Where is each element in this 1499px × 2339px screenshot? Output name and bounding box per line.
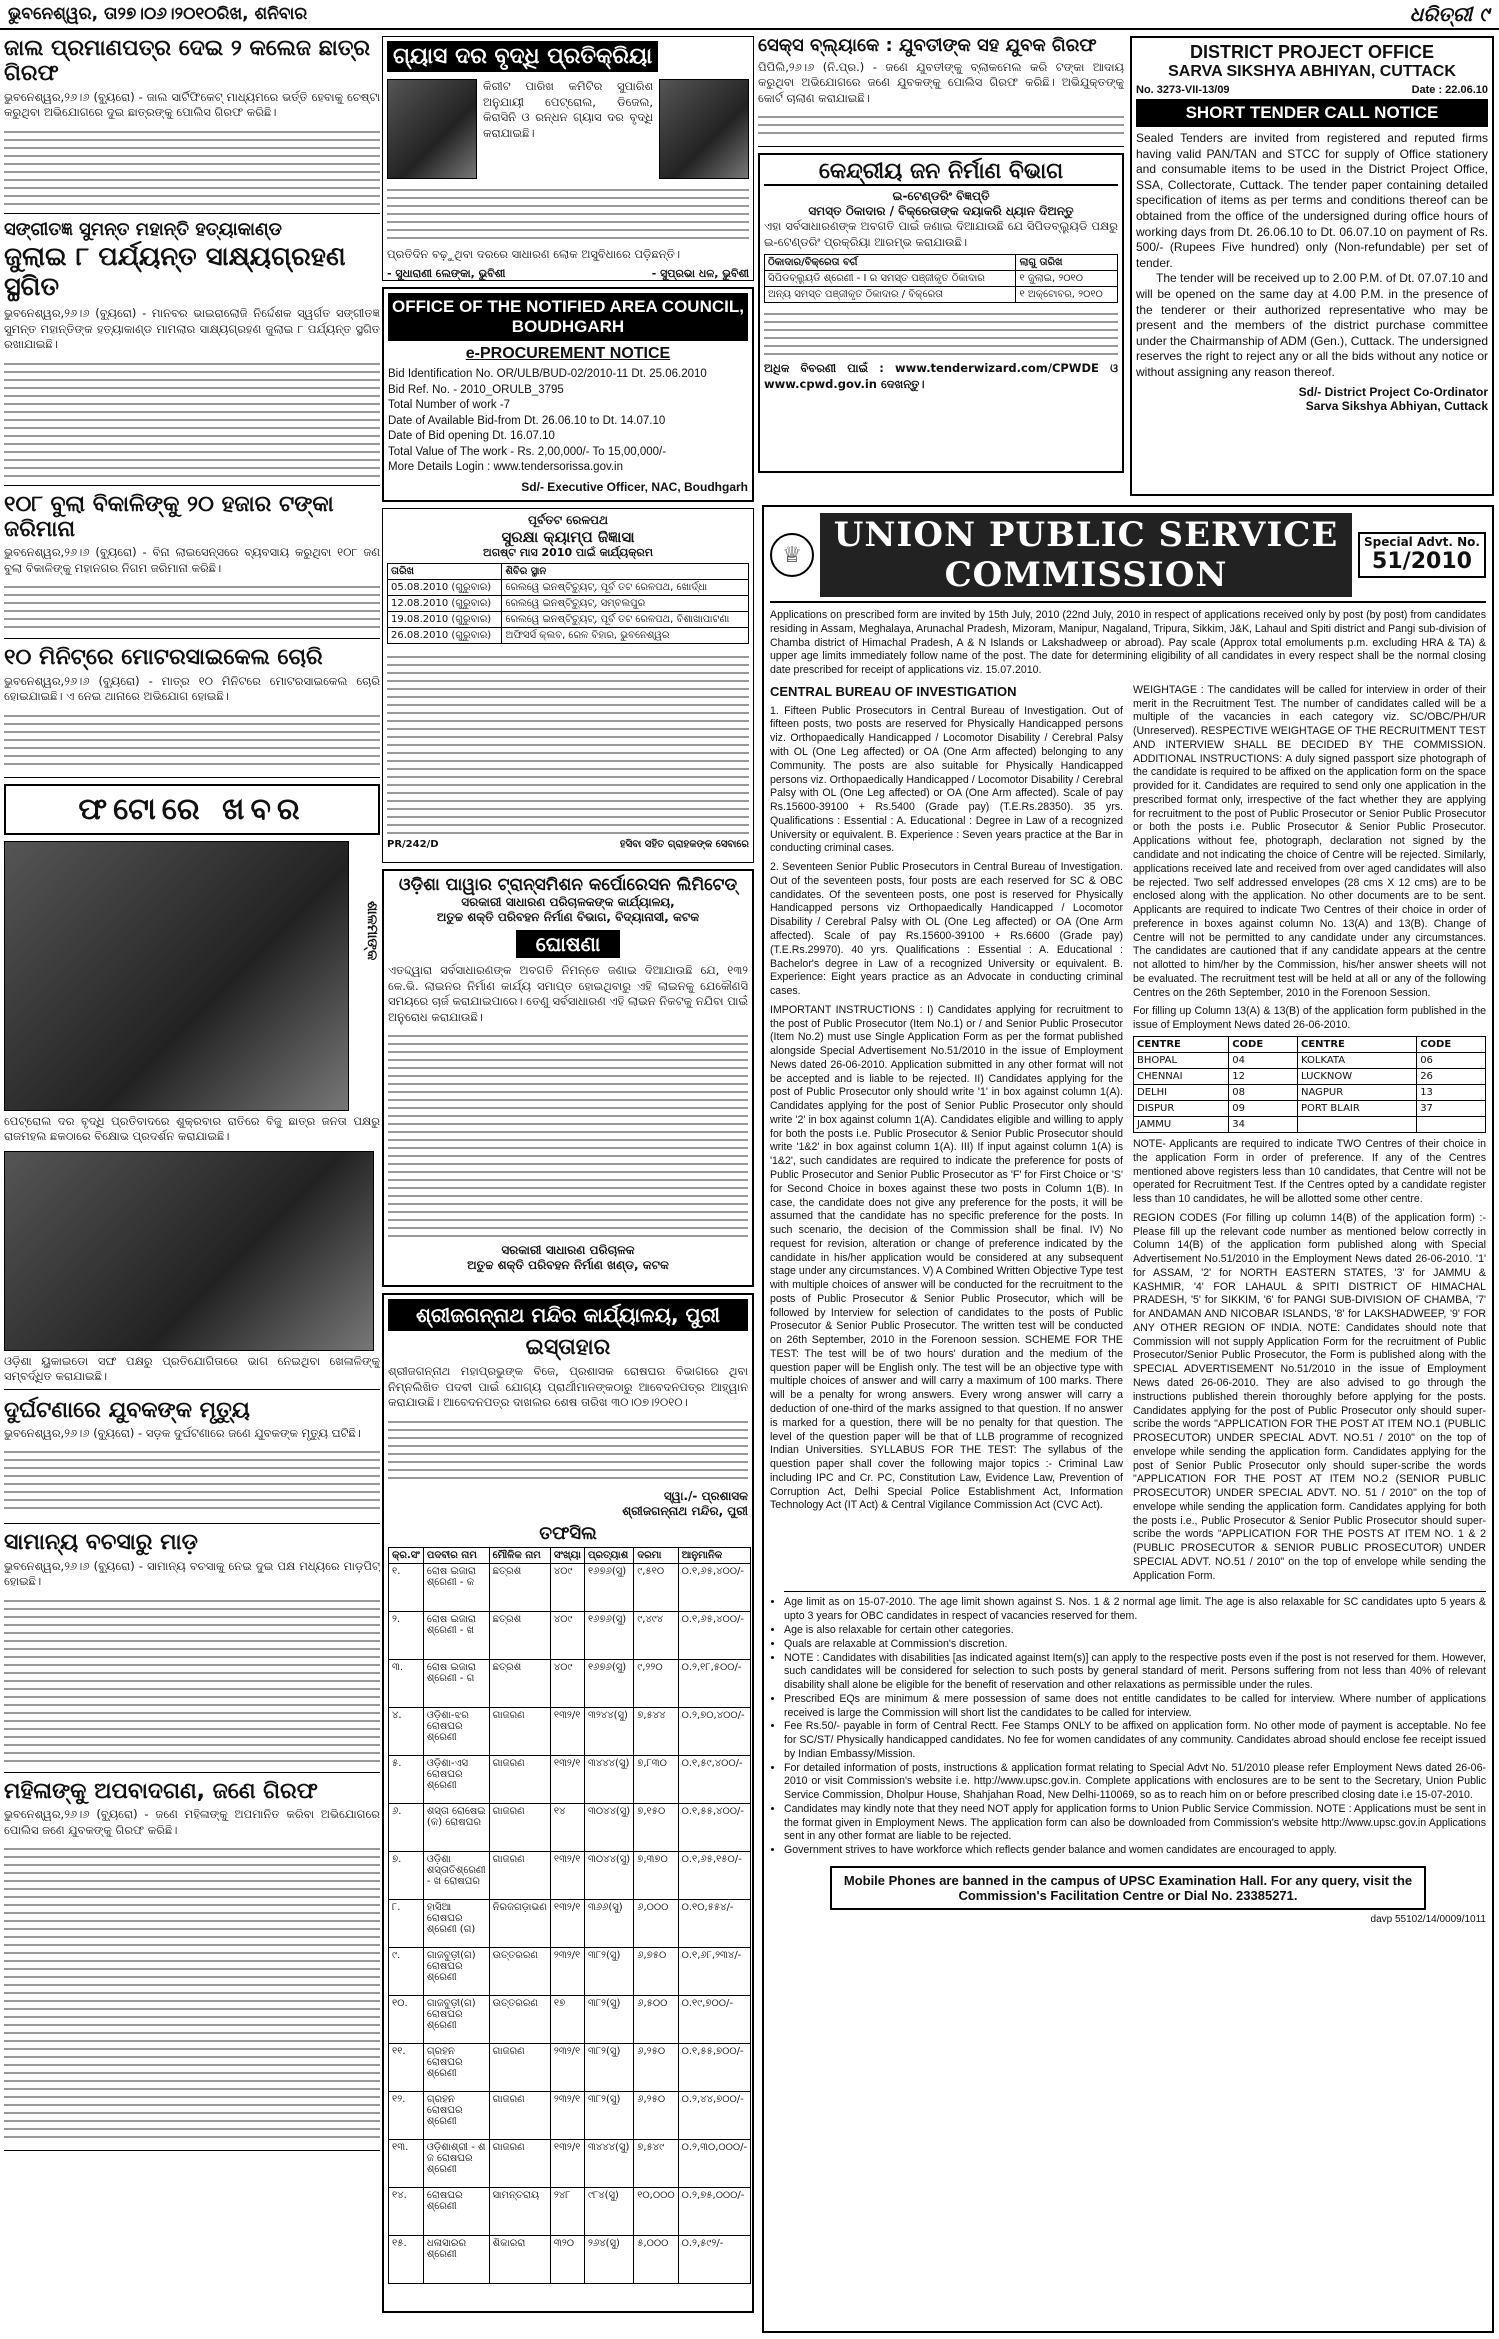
table-cell: ଓଡ଼ିଶା-ଝର ରୋଷଘର ଶ୍ରେଣୀ	[423, 1707, 489, 1755]
protest-photo	[4, 841, 349, 1111]
railway-tagline: ହସିବା ସହିତ ଗ୍ରାହକଙ୍କ ସେବାରେ	[619, 839, 749, 850]
table-cell: ୨.	[389, 1611, 424, 1659]
article-bike-theft	[4, 645, 380, 777]
table-cell: ନିରଜଗଡ଼ାଭଣ	[489, 1899, 550, 1947]
photo-caption: ପେଟ୍ରୋଲ ଦର ବୃଦ୍ଧି ପ୍ରତିବାଦରେ ଶୁକ୍ରବାର ରାତିରେ ବିଜୁ ଛାତ୍ର ଜନତା ପକ୍ଷରୁ ରାଜମହଲ ଛକଠାରେ ବିକ୍ଷୋଭ ପ୍ରଦର୍ଶନ କରାଯାଇଛି।	[4, 1113, 380, 1144]
table-row	[389, 1707, 751, 1755]
table-cell: ୦.୨,୪୪,୭୦୦/-	[678, 2091, 751, 2139]
text-block	[4, 125, 380, 205]
upsc-centre-note: For filling up Column 13(A) & 13(B) of the application form published in the issue of Employment News dated 26-06-2010.	[1133, 1005, 1486, 1032]
table-cell: ସାମନ୍ତରାୟ	[489, 2187, 550, 2235]
nac-line: More Details Login : www.tendersorissa.gov.in	[388, 461, 624, 474]
nac-line: Bid Identification No. OR/ULB/BUD-02/2010-11 Dt. 25.06.2010	[388, 368, 707, 380]
optcl-signatory: ସରକାରୀ ସାଧାରଣ ପରିଚାଳକ	[501, 1243, 635, 1258]
advt-number-box	[1358, 532, 1486, 577]
list-item: • Prescribed EQs are minimum & mere possession of same does not entitle candidates to be called for interview. Where number of applications received is large the Commission will short list the candidates to be called for interview.	[784, 1693, 1486, 1721]
ssa-body-2: The tender will be received up to 2.00 P.M. of Dt. 07.07.10 and will be opened on the same day at 4.00 P.M. in the presence of the tenderer or their authorized representative who may be present and the members of the district purchase committee under the Chairmanship of ADM (Gen.), Cuttack. The undersigned reserves the right to reject any or all the bids without any notice or without assigning any reason thereof.	[1136, 271, 1488, 379]
table-cell: ୦.୧୯,୭୦୦/-	[678, 1995, 751, 2043]
nac-line: Date of Bid opening Dt. 16.07.10	[388, 430, 555, 443]
table-row	[389, 1947, 751, 1995]
temple-office: ଶ୍ରୀଜଗନ୍ନାଥ ମନ୍ଦିର କାର୍ଯ୍ୟାଳୟ, ପୁରୀ	[388, 1299, 748, 1331]
table-cell: ୦.୨,୧୮,୫୦୦/-	[678, 1659, 751, 1707]
table-cell: ୦.୧,୬୫,୪୦୦/-	[678, 1563, 751, 1611]
table-row	[389, 1899, 751, 1947]
optcl-company: ଓଡ଼ିଶା ପାୱାର ଟ୍ରାନ୍ସମିଶନ କର୍ପୋରେସନ ଲିମିଟେଡ୍	[398, 875, 738, 895]
table-cell: ୦.୧୦,୫୫୪/-	[678, 1899, 751, 1947]
column-3-top	[758, 36, 1124, 516]
cpwd-subtitle: ଇ-ଟେଣ୍ଡରିଂ ବିଜ୍ଞପ୍ତି	[892, 189, 990, 204]
article-suman-mohanty	[4, 220, 380, 486]
table-cell: ୨୬୪(ସୁ)	[584, 2235, 633, 2283]
text-block	[4, 580, 380, 630]
col-header: ସଂଖ୍ୟା	[550, 1547, 584, 1563]
list-item: • Government strives to have workforce which reflects gender balance and women candidates are encouraged to apply.	[784, 1844, 1486, 1858]
cpwd-subtitle-2: ସମସ୍ତ ଠିକାଦାର / ବିକ୍ରେତାଙ୍କ ଦୟାକରି ଧ୍ୟାନ ଦିଅନ୍ତୁ	[808, 204, 1074, 219]
cpwd-table	[764, 254, 1118, 303]
nac-tender	[382, 287, 754, 502]
upsc-centre-rules: NOTE- Applicants are required to indicate TWO Centres of their choice in the application Form in order of preference. If any of the Centres mentioned above registers less than 10 candidates, that Centre will not be operated for Recruitment Test. If the Centres opted by a candidate register less than 10 candidates, he will be allotted some other centre.	[1133, 1137, 1486, 1206]
article-headline: ଜୁଲାଇ ୮ ପର୍ଯ୍ୟନ୍ତ ସାକ୍ଷ୍ୟଗ୍ରହଣ ସ୍ଥଗିତ	[4, 242, 346, 303]
table-cell: ୩୪୪୪(ସୁ)	[584, 1755, 633, 1803]
table-row: BHOPAL 04 KOLKATA 06	[1134, 1052, 1486, 1068]
table-cell: ୭,୫୪୪	[634, 1707, 678, 1755]
table-row	[389, 2139, 751, 2187]
table-cell: ଛତ୍ରଶ	[489, 1563, 550, 1611]
col-header: ପଦବୀର ନାମ	[423, 1547, 489, 1563]
table-cell: ହାସିଆ ରୋଷଘର ଶ୍ରେଣୀ (ଗ)	[423, 1899, 489, 1947]
table-cell: ୧୬୭୬(ସୁ)	[584, 1611, 633, 1659]
table-cell: ୫,୦୦୦	[634, 2235, 678, 2283]
table-row	[389, 1611, 751, 1659]
table-cell: ରୋଷ ଇଜାରା ଶ୍ରେଣୀ - ଗ	[423, 1659, 489, 1707]
table-cell: ୭,୮୩୦	[634, 1755, 678, 1803]
table-row	[389, 1995, 751, 2043]
table-cell: ୧.	[389, 1563, 424, 1611]
table-cell: ୯,୨୨୦	[634, 1659, 678, 1707]
table-cell: ୬,୨୫୦	[634, 2043, 678, 2091]
table-cell: ୦.୧,୫୫,୪୦୦/-	[678, 1803, 751, 1851]
table-cell: ୯୮୪(ସୁ)	[584, 2187, 633, 2235]
upsc-region-codes: REGION CODES (For filling up column 14(B) of the application form) :- Please fill up the relevant code number as mentioned below correctly in Column 14(B) of the application form published along with Special Advertisement No.51/2010 in the Employment News dated 26-06-2010. '1' for ASSAM, '2' for NORTH EASTERN STATES, '3' for JAMMU & KASHMIR, '4' FOR LAHAUL & SPITI DISTRICT OF HIMACHAL PRADESH, '5' for SIKKIM, '6' for PANGI SUB-DIVISION OF CHAMBA, '7' for ANDAMAN AND NICOBAR ISLANDS, '8' for LAKSHADWEEP, '9' FOR ANY OTHER REGION OF INDIA. NOTE: Candidates should note that Commission will not supply Application Form for the recruitment of Public Prosecutor/Senior Public Prosecutor, the Form is published along with the SPECIAL ADVERTISEMENT No.51/2010 in the issue of Employment News dated 26-06-2010. They are also advised to go through the instructions published therein thoroughly before applying for the posts. Candidates applying for the post of Public Prosecutor only should super-scribe the words "APPLICATION FOR THE POST AT ITEM NO.1 (PUBLIC PROSECUTOR) UNDER SPECIAL ADVT. NO.51 / 2010" on the top of envelope while sending the application form. Candidates applying for the post of Senior Public Prosecutor only should super-scribe the words "APPLICATION FOR THE POST AT ITEM NO.2 (SENIOR PUBLIC PROSECUTOR) UNDER SPECIAL ADVT. NO. 51 / 2010" on the top of envelope while sending the application form. Candidates applying for both the posts i.e., Public Prosecutor & Senior Public Prosecutor should super-scribe the words "APPLICATION FOR THE POSTS AT ITEM NO. 1 & 2 (PUBLIC PROSECUTOR & SENIOR PUBLIC PROSECUTOR) UNDER SPECIAL ADVT. NO.51 / 2010" on the top of envelope while sending the Application Form.	[1133, 1211, 1486, 1582]
table-cell: ୬.	[389, 1803, 424, 1851]
text-block	[388, 1415, 748, 1485]
col-header: CODE	[1229, 1036, 1298, 1052]
gas-opinion-2: ପ୍ରତିଦିନ ବଢ଼ୁଥିବା ଦରରେ ସାଧାରଣ ଲୋକ ଅସୁବିଧାରେ ପଡ଼ିଛନ୍ତି।	[387, 247, 681, 262]
table-cell: ୦.୨,୫୯୨/-	[678, 2235, 751, 2283]
upsc-title: UNION PUBLIC SERVICE COMMISSION	[820, 513, 1352, 597]
table-row: DISPUR 09 PORT BLAIR 37	[1134, 1100, 1486, 1116]
page-header	[0, 0, 1499, 30]
nac-line: Bid Ref. No. - 2010_ORULB_3795	[388, 383, 564, 396]
upsc-advertisement	[762, 505, 1494, 2333]
list-item: • Candidates may kindly note that they need NOT apply for application forms to Union Public Service Commission. NOTE : Applications must be sent in the format given in Employment News. The application form can also be downloaded from Commission's website http://www.upsc.gov.in Applications sent in any other format are liable to be rejected.	[784, 1803, 1486, 1844]
temple-posts-table	[388, 1547, 751, 2284]
table-cell: ଶିକାରରା	[489, 2235, 550, 2283]
table-cell: ୪୦୯	[550, 1659, 584, 1707]
text-block	[387, 650, 749, 835]
table-cell: ୦.୧,୫୫,୭୦୦/-	[678, 2043, 751, 2091]
railway-schedule-table	[387, 563, 749, 644]
upsc-header	[770, 513, 1486, 603]
table-row: 19.08.2010 (ଗୁରୁବାର) ରେଲୱେ ଇନଷ୍ଟିଚ୍ୟୁଟ୍, ପୂର୍ବ ତଟ ରେଳପଥ, ବିଶାଖାପାଟଣା	[388, 612, 749, 628]
list-item: • NOTE : Candidates with disabilities [as indicated against Item(s)] can apply to the respective posts even if the post is not reserved for them. However, such candidates will be considered for selection to such posts by general standard of merit. Persons suffering from not less than 40% of relevant disability shall alone be eligible for the benefit of reservation and other relaxations as permissible under the rules.	[784, 1652, 1486, 1693]
table-cell: ୭,୫୪୯	[634, 2139, 678, 2187]
article-hawkers-fine	[4, 492, 380, 640]
table-cell: ଓଡ଼ିଶା-ଏସ ରୋଷଘର ଶ୍ରେଣୀ	[423, 1755, 489, 1803]
table-cell: ୩.	[389, 1659, 424, 1707]
table-cell: ୩୮୨(ସୁ)	[584, 2043, 633, 2091]
col-header: ଲାଗୁ ତାରିଖ	[1016, 255, 1118, 271]
upsc-post-2: 2. Seventeen Senior Public Prosecutors in Central Bureau of Investigation. Out of the seventeen posts, four posts are each reserved for SC & OBC candidates. Of the seventeen posts, one post is reserved for Physically Handicapped persons viz Orthopaedically Handicapped / Locomotor Disability / Cerebral Palsy with OL (One Leg affected) or OA (One Arm affected). Scale of pay Rs.15600-39100 + Rs.6600 (Grade pay) (T.E.Rs.29970). 40 yrs. Qualifications : Essential : A. Educational : Bachelor's degree in Law of a recognized University or equivalent. B. Experience: Eight years practice as an Advocate in conducting criminal cases.	[770, 861, 1123, 998]
table-cell: ୧୧.	[389, 2043, 424, 2091]
article-woman-harassment	[4, 1779, 380, 2151]
table-row	[389, 1803, 751, 1851]
table-cell: ୨୩୨/୧	[550, 1947, 584, 1995]
table-cell: ରୋଷଘର ଶ୍ରେଣୀ	[423, 2187, 489, 2235]
article-headline: ଜାଲ ପ୍ରମାଣପତ୍ର ଦେଇ ୨ କଲେଜ ଛାତ୍ର ଗିରଫ	[4, 36, 371, 87]
table-cell: ୮.	[389, 1899, 424, 1947]
article-headline: ମହିଳାଙ୍କୁ ଅପବାଦଗଣ, ଜଣେ ଗିରଫ	[4, 1778, 318, 1804]
table-cell: ୬,୨୫୦	[634, 2091, 678, 2139]
table-cell: ୩୬୬(ସୁ)	[584, 1899, 633, 1947]
table-row	[389, 2091, 751, 2139]
article-headline: ୧୦୮ ବୁଲା ବିକାଳିଙ୍କୁ ୨୦ ହଜାର ଟଙ୍କା ଜରିମାନା	[4, 491, 334, 542]
upsc-mobile-ban: Mobile Phones are banned in the campus of UPSC Examination Hall. For any query, visit the Commission's Facilitation Centre or Dial No. 23385271.	[830, 1866, 1426, 1910]
upsc-notes-list	[784, 1591, 1486, 1858]
table-cell: ୦.୧,୫୯,୪୦୦/-	[678, 1755, 751, 1803]
col-header: ଆନୁମାନିକ	[678, 1547, 751, 1563]
ssa-ref-no: No. 3273-VII-13/09	[1136, 84, 1230, 96]
upsc-centre-table	[1133, 1036, 1486, 1133]
table-cell: ୬,୭୫୦	[634, 1947, 678, 1995]
article-body: ଭୁବନେଶ୍ୱର,୨୬।୬ (ବ୍ୟୁରୋ) - ମାତ୍ର ୧୦ ମିନିଟରେ ମୋଟରସାଇକେଲ ଚୋରି ହୋଇଯାଇଛି। ଏ ନେଇ ଥାନାରେ ଅଭିଯୋଗ ହୋଇଛି।	[4, 673, 380, 704]
upsc-post-1: 1. Fifteen Public Prosecutors in Central Bureau of Investigation. Out of fifteen posts, two posts are reserved for Physically Handicapped persons viz. Orthopaedically Handicapped / Locomotor Disability / Cerebral Palsy with OL (One Leg affected) or OA (One Arm affected) belonging to any Community. The posts are also suitable for Physically Handicapped persons viz. Orthopaedically Handicapped / Locomotor Disability / Cerebral Palsy with OL (One Leg affected) or OA (One Arm affected). Scale of pay Rs.15600-39100 + Rs.5400 (Grade pay) (T.E.Rs.28350). 35 yrs. Qualifications : Essential : A. Educational : Degree in Law of a recognized University or equivalent. B. Experience : Seven years practice at the Bar in conducting criminal cases.	[770, 704, 1123, 855]
text-block	[388, 1029, 748, 1239]
article-body: ଭୁବନେଶ୍ୱର,୨୬।୬ (ବ୍ୟୁରୋ) - ଜାଲ ସାର୍ଟିଫିକେଟ୍ ମାଧ୍ୟମରେ ଭର୍ତ୍ତି ହେବାକୁ ଚେଷ୍ଟା କରୁଥିବା ଅଭିଯୋଗରେ ଦୁଇ ଛାତ୍ରଙ୍କୁ ପୋଲିସ ଗିରଫ କରିଛି।	[4, 89, 380, 120]
table-cell: ୭.	[389, 1851, 424, 1899]
table-cell: ୨୩୨/୧	[550, 2091, 584, 2139]
temple-table-title: ତଫସିଲ	[539, 1522, 597, 1544]
karate-photo	[4, 1151, 374, 1351]
text-block	[4, 1445, 380, 1515]
col-header: CODE	[1417, 1036, 1486, 1052]
table-cell: ୪୦୯	[550, 1563, 584, 1611]
table-cell: ୧୩୨/୧	[550, 1899, 584, 1947]
table-cell: ୩୮୨(ସୁ)	[584, 1995, 633, 2043]
table-row	[389, 1563, 751, 1611]
table-cell: ଛତ୍ରଶ	[489, 1659, 550, 1707]
optcl-notice	[382, 869, 754, 1287]
table-row: 26.08.2010 (ଗୁରୁବାର) ଅଫିସର୍ସ କ୍ଲବ, ରେଳ ବିହାର, ଭୁବନେଶ୍ୱର	[388, 628, 749, 644]
col-header: କ୍ର.ସଂ	[389, 1547, 424, 1563]
article-headline: ଦୁର୍ଘଟଣାରେ ଯୁବକଙ୍କ ମୃତ୍ୟୁ	[4, 1397, 250, 1423]
signature: - ସୁଧାରାଣୀ ଲେଙ୍କା, ଭୁବିଶୀ	[387, 266, 506, 280]
article-quarrel	[4, 1530, 380, 1772]
article-kicker: ସଙ୍ଗୀତଜ୍ଞ ସୁମନ୍ତ ମହାନ୍ତି ହତ୍ୟାକାଣ୍ଡ	[4, 218, 282, 240]
table-cell: ୦.୧,୬୫,୧୫୦/-	[678, 1851, 751, 1899]
table-cell: ୪.	[389, 1707, 424, 1755]
national-emblem-icon: ♕	[770, 533, 814, 577]
table-cell: ୪୦୯	[550, 1611, 584, 1659]
table-cell: ୧୩୨/୧	[550, 1755, 584, 1803]
ssa-date: Date : 22.06.10	[1411, 84, 1488, 96]
nac-office: OFFICE OF THE NOTIFIED AREA COUNCIL, BOUDHGARH	[388, 293, 748, 341]
table-cell: ଗାଜରଣ	[489, 1803, 550, 1851]
col-header: ଦରମା	[634, 1547, 678, 1563]
table-cell: ଗାଜରଣ	[489, 2139, 550, 2187]
text-block	[4, 1842, 380, 2142]
table-cell: ରୋଷ ଇଜାରା ଶ୍ରେଣୀ - କ	[423, 1563, 489, 1611]
table-cell: ଉତ୍ତରରଣ	[489, 1995, 550, 2043]
article-headline: ସାମାନ୍ୟ ବଚସାରୁ ମାଡ଼	[4, 1530, 198, 1556]
article-headline: ୧୦ ମିନିଟ୍‌ରେ ମୋଟରସାଇକେଲ ଚୋରି	[4, 645, 323, 671]
temple-signatory: ସ୍ୱା./- ପ୍ରଶାସକ	[663, 1488, 748, 1503]
gas-title: ଗ୍ୟାସ ଦର ବୃଦ୍ଧି ପ୍ରତିକ୍ରିୟା	[387, 41, 658, 72]
cpwd-title: କେନ୍ଦ୍ରୀୟ ଜନ ନିର୍ମାଣ ବିଭାଗ	[764, 159, 1118, 186]
text-block	[764, 307, 1118, 357]
table-cell: ୧୦,୦୦୦	[634, 2187, 678, 2235]
ssa-body-1: Sealed Tenders are invited from registered and reputed firms having valid PAN/TAN and STCC for supply of Office stationery and consumable items to be used in the District Project Office, SSA, Collectorate, Cuttack. The tender paper containing detailed specification of items as per terms and conditions thereof can be obtained from the office of the undersigned during office hours of working days from Dt. 26.06.10 to Dt. 06.07.10 on payment of Rs. 500/- (Rupees Five hundred) only (Non-refundable) per set of tender.	[1136, 131, 1488, 270]
col-header: ଠିକାଦାର/ବିକ୍ରେତା ବର୍ଗ	[765, 255, 1016, 271]
table-cell: ୩୮୨(ସୁ)	[584, 2091, 633, 2139]
table-cell: ୧୪.	[389, 2187, 424, 2235]
article-blackmail	[758, 36, 1124, 147]
table-row	[389, 2043, 751, 2091]
article-body: ଭୁବନେଶ୍ୱର,୨୬।୬ (ବ୍ୟୁରୋ) - ସଡ଼କ ଦୁର୍ଘଟଣାରେ ଜଣେ ଯୁବକଙ୍କ ମୃତ୍ୟୁ ଘଟିଛି।	[4, 1425, 361, 1440]
table-cell: ୫.	[389, 1755, 424, 1803]
table-cell: ଗାଜରଣ	[489, 2043, 550, 2091]
table-cell: ୯,୫୧୦	[634, 1563, 678, 1611]
table-cell: ଓଡ଼ିଶାଶ୍ରୀ - ଶ ଜ ରୋଷଘର ଶ୍ରେଣୀ	[423, 2139, 489, 2187]
nac-line: Total Number of work -7	[388, 399, 511, 412]
optcl-label: ଘୋଷଣା	[516, 930, 621, 958]
table-cell: ୧୪	[550, 1803, 584, 1851]
table-cell: ଛତ୍ରଶ	[489, 1611, 550, 1659]
ssa-office: DISTRICT PROJECT OFFICE	[1189, 42, 1434, 62]
table-row: JAMMU 34	[1134, 1116, 1486, 1132]
article-body: ଭୁବନେଶ୍ୱର,୨୬।୬ (ବ୍ୟୁରୋ) - ବିନା ଲାଇସେନ୍ସରେ ବ୍ୟବସାୟ କରୁଥିବା ୧୦୮ ଜଣ ବୁଲା ବିକାଳିଙ୍କୁ ମହାନଗର ନିଗମ ଜରିମାନା କରିଛି।	[4, 545, 380, 575]
advt-number: 51/2010	[1372, 548, 1472, 574]
table-row: ସିପିଡବ୍ଲ୍ୟୁଡି ଶ୍ରେଣୀ - I ର ସମସ୍ତ ପଞ୍ଜୀକୃତ ଠିକାଦାର ୧ ଜୁଲାଇ, ୨୦୧୦	[765, 271, 1118, 287]
release-code: PR/242/D	[387, 839, 439, 850]
optcl-division: ଅତୁଚ୍ଚ ଶକ୍ତି ପରିବହନ ନିର୍ମାଣ ବିଭାଗ, ବିଦ୍ୟାନାସୀ, କଟକ	[436, 910, 700, 924]
table-cell: ୦.୨,୭୫,୦୦୦/-	[678, 2187, 751, 2235]
table-cell: ଧଳାସାରର ଶ୍ରେଣୀ	[423, 2235, 489, 2283]
col-header: CENTRE	[1134, 1036, 1229, 1052]
table-cell: ଗ୍ରହନ ରୋଷଘର ଶ୍ରେଣୀ	[423, 2091, 489, 2139]
cpwd-notice	[758, 153, 1124, 473]
upsc-instructions: IMPORTANT INSTRUCTIONS : I) Candidates applying for recruitment to the post of Public Prosecutor (Item No.1) or / and Senior Public Prosecutor (Item No.2) must use Single Application Form as per the format published alongside Special Advertisement No.51/2010 in the issue of Employment News dated 26-06-2010. Application submitted in any other format will not be accepted and is liable to be rejected. II) Candidates applying for the post of Public Prosecutor only should write '1' in box against column 1(A). Candidates applying for the post of Senior Public Prosecutor only should write '2' in box against column 1(A). Candidates eligible and willing to apply for both the posts i.e. Public Prosecutor & Senior Public Prosecutor should write '1&2' in box against column 1(A). III) If input against column 1(A) is '1&2', such candidates are required to indicate the preference for posts of Public Prosecutor and Senior Public Prosecutor as 'F' for First Choice or 'S' for Second Choice in boxes against these two posts in Column 1(B). In case, the candidate does not give any preference for the posts, it will be assumed that the candidate has no specific preference for the posts. In such scenario, the decision of the Commission shall be final. IV) No request for revision, alteration or change of preference indicated by the candidate in his/her application would be considered at any subsequent stage under any circumstances. V) A Combined Written Objective Type test with multiple choices of answer will be conducted for the recruitment to the posts of Public Prosecutor & Senior Public Prosecutor, which will be followed by Interview for selection of candidates to the posts of Public Prosecutor & Senior Public Prosecutor. The written test will be conducted on 26th September, 2010 in the Forenoon session. SCHEME FOR THE TEST: The test will be of two hours' duration and the medium of the question paper will be English only. The test will be an objective type with multiple choices of answer and will carry a maximum of 100 marks. There will be a penalty for wrong answers. Every wrong answer will carry a deduction of one-third of the marks assigned to that question. If no answer is marked for a question, there will be no penalty for that question. The level of the question paper will be that of LLB programme of recognized Indian Universities. SYLLABUS FOR THE TEST: The syllabus of the question paper shall cover the following major topics :- Criminal Law including IPC and Cr. PC, Constitution Law, Evidence Law, Prevention of Corruption Act, Delhi Special Police Establishment Act, Information Technology Act (IT Act) & Central Vigilance Commission Act (CVC Act).	[770, 1003, 1123, 1512]
table-cell: ୦.୧,୬୮,୨୩୪/-	[678, 1947, 751, 1995]
photo-block-1	[4, 841, 380, 1111]
newspaper-brand: ଧରିତ୍ରୀ ୯	[1409, 2, 1489, 26]
table-cell: ୩୨୦	[550, 2235, 584, 2283]
table-cell: ଗ୍ରହନ ରୋଷଘର ଶ୍ରେଣୀ	[423, 2043, 489, 2091]
table-row: CHENNAI 12 LUCKNOW 26	[1134, 1068, 1486, 1084]
optcl-office: ସରକାରୀ ସାଧାରଣ ପରିଚାଳକଙ୍କ କାର୍ଯ୍ୟାଳୟ,	[461, 895, 675, 909]
table-row: 12.08.2010 (ଗୁରୁବାର) ରେଲୱେ ଇନଷ୍ଟିଚ୍ୟୁଟ୍, ସମ୍ବଲପୁର	[388, 596, 749, 612]
table-cell: ୩୦୪୪(ସୁ)	[584, 1803, 633, 1851]
table-cell: ୧୫.	[389, 2235, 424, 2283]
table-cell: ଗାଜବୁଡ଼ୀ(ଗ) ରୋଷଘର ଶ୍ରେଣୀ	[423, 1995, 489, 2043]
article-body: ଭୁବନେଶ୍ୱର,୨୬।୬ (ବ୍ୟୁରୋ) - ମାନବର ଭାଇରାଲୋଜି ନିର୍ଦ୍ଦେଶକ ସ୍ୱର୍ଗତ ସଙ୍ଗୀତଜ୍ଞ ସୁମନ୍ତ ମହାନ୍ତିଙ୍କ ହତ୍ୟାକାଣ୍ଡ ମାମଲାର ସାକ୍ଷ୍ୟଗ୍ରହଣ ଜୁଲାଇ ୮ ପର୍ଯ୍ୟନ୍ତ ସ୍ଥଗିତ ରଖାଯାଇଛି।	[4, 306, 380, 352]
railway-subtitle: ଅଗଷ୍ଟ ମାସ 2010 ପାଇଁ କାର୍ଯ୍ୟକ୍ରମ	[483, 546, 653, 559]
temple-signatory-office: ଶ୍ରୀଜଗନ୍ନାଥ ମନ୍ଦିର, ପୁରୀ	[622, 1503, 748, 1518]
ssa-title: SHORT TENDER CALL NOTICE	[1136, 99, 1488, 127]
table-cell: ୭,୩୭୦	[634, 1851, 678, 1899]
table-cell: ୯,୪୯୪	[634, 1611, 678, 1659]
table-cell: ରୋଷ ଇଜାରା ଶ୍ରେଣୀ - ଖ	[423, 1611, 489, 1659]
table-cell: ୩୦୪୪(ସୁ)	[584, 1851, 633, 1899]
table-row	[389, 1659, 751, 1707]
upsc-weightage: WEIGHTAGE : The candidates will be called for interview in order of their merit in the Recruitment Test. The number of candidates called will be a multiple of the vacancies in each category viz. SC/OBC/PH/UR (Unreserved). RESPECTIVE WEIGHTAGE OF THE RECRUITMENT TEST AND INTERVIEW SHALL BE DECIDED BY THE COMMISSION. ADDITIONAL INSTRUCTIONS: A duly signed passport size photograph of the candidate is required to be affixed on the application form on the space provided for it. Candidates are required to send only one application in the prescribed format only, irrespective of the fact whether they are applying for recruitment to the post of Public Prosecutor or Senior Public Prosecutor or both the posts i.e. Public Prosecutor & Senior Public Prosecutor. Applications without fee, photograph, declaration not signed by the candidate and not indicating the choice of Centre will be rejected. Similarly, applications received late and received from over aged candidates will also be rejected. Two self addressed envelopes (28 cms X 12 cms) are to be enclosed along with the application. No other documents are to be sent. Applicants are required to indicate Two Centres of their choice in order of preference in boxes against column No. 13(A) and 13(B). Change of Centre will not be permitted to any candidate under any circumstances. The candidates are cautioned that if any candidate appears at the centre not allotted to him/her by the Commission, his/her answer sheets will not be evaluated. The recruitment test will be held at all or any of the following Centres on the 26th September, 2010 in the Forenoon Session.	[1133, 683, 1486, 999]
table-cell: ଓଡ଼ିଶା ଶସ୍ତାତିଶ୍ରେଣୀ - ଖ ରୋଷଘର	[423, 1851, 489, 1899]
text-block	[758, 110, 1124, 138]
list-item: • Age is also relaxable for certain other categories.	[784, 1624, 1486, 1638]
optcl-signatory-office: ଅତୁଚ୍ଚ ଶକ୍ତି ପରିବହନ ନିର୍ମାଣ ଖଣ୍ଡ, କଟକ	[467, 1258, 669, 1273]
table-row	[389, 2235, 751, 2283]
table-cell: ଗାଜବୁଡ଼ୀ(ଗ) ରୋଷଘର ଶ୍ରେଣୀ	[423, 1947, 489, 1995]
table-row: 05.08.2010 (ଗୁରୁବାର) ରେଲୱେ ଇନଷ୍ଟିଚ୍ୟୁଟ୍, ପୂର୍ବ ତଟ ରେଳପଥ, ଖୋର୍ଦ୍ଧା	[388, 580, 749, 596]
table-cell: ୦.୨,୩୦,୦୦୦/-	[678, 2139, 751, 2187]
table-cell: ଶସ୍ତା ରୋଷେଇ (କ) ରୋଷଘର	[423, 1803, 489, 1851]
table-cell: ୯.	[389, 1947, 424, 1995]
list-item: • Fee Rs.50/- payable in form of Central Rectt. Fee Stamps ONLY to be affixed on application form. No other mode of payment is acceptable. No fee for SC/ST/ Physically handicapped candidates. No fee for women candidates of any community. Candidates abroad should enclose fee receipt issued by Indian Embassy/Mission.	[784, 1720, 1486, 1761]
ssa-name: SARVA SIKSHYA ABHIYAN, CUTTACK	[1168, 63, 1456, 80]
article-headline: ସେକ୍ସ ବ୍ଲ୍ୟାକେ : ଯୁବତୀଙ୍କ ସହ ଯୁବକ ଗିରଫ	[758, 36, 1097, 56]
nac-line: Date of Available Bid-from Dt. 26.06.10 to Dt. 14.07.10	[388, 414, 666, 427]
column-4-top	[1130, 36, 1494, 516]
temple-label: ଇସ୍ତାହାର	[525, 1335, 611, 1360]
column-1	[4, 36, 380, 2334]
table-cell: ୩୮୨(ସୁ)	[584, 1947, 633, 1995]
jagannath-temple-notice	[382, 1293, 754, 2313]
table-cell: ୧୩୨/୧	[550, 2139, 584, 2187]
railway-title: ସୁରକ୍ଷା କ୍ୟାମ୍ପ ଜିଜ୍ଞାସା	[501, 528, 635, 546]
photo-news-banner: ଫଟୋରେ ଖବର	[4, 784, 380, 835]
table-cell: ୧୬୭୬(ସୁ)	[584, 1659, 633, 1707]
col-header: ପ୍ରତ୍ୟାଶ	[584, 1547, 633, 1563]
table-cell: ୧୦.	[389, 1995, 424, 2043]
railway-notice	[382, 508, 754, 863]
nac-signatory: Sd/- Executive Officer, NAC, Boudhgarh	[521, 479, 748, 494]
portrait-photo	[387, 79, 477, 179]
article-fake-certificate	[4, 36, 380, 214]
gas-opinion-1: କିରୀଟ ପାରିଖ କମିଟିର ସୁପାରିଶ ଅନୁଯାୟୀ ପେଟ୍ରୋଲ, ଡିଜେଲ, କିରାସିନି ଓ ରନ୍ଧନ ଗ୍ୟାସ ଦର ବୃଦ୍ଧି କରାଯାଇଛି।	[483, 79, 653, 140]
column-2	[382, 36, 754, 2334]
table-row: ଅନ୍ୟ ସମସ୍ତ ପଞ୍ଜୀକୃତ ଠିକାଦାର / ବିକ୍ରେତା ୧ ଅକ୍ଟୋବର, ୨୦୧୦	[765, 287, 1118, 303]
nac-line: Total Value of The work - Rs. 2,00,000/- To 15,00,000/-	[388, 445, 667, 458]
table-row	[389, 1755, 751, 1803]
table-cell: ୦.୨,୭୦,୪୦୦/-	[678, 1707, 751, 1755]
col-header: CENTRE	[1298, 1036, 1417, 1052]
cpwd-body: ଏହା ସର୍ବସାଧାରଣଙ୍କ ଅବଗତି ପାଇଁ ଜଣାଇ ଦିଆଯାଉଛି ଯେ ସିପିଡବ୍ଲ୍ୟୁଡି ପକ୍ଷରୁ ଇ-ଟେଣ୍ଡରିଂ ପ୍ରକ୍ରିୟା ଆରମ୍ଭ କରାଯାଉଛି।	[764, 219, 1118, 249]
table-cell: ୧୬୭୬(ସୁ)	[584, 1563, 633, 1611]
issue-date: ଭୁବନେଶ୍ୱର, ତା୨୭।୦୬।୨୦୧୦ରିଖ, ଶନିବାର	[8, 4, 308, 24]
ssa-signatory: Sd/- District Project Co-Ordinator	[1298, 384, 1488, 399]
text-block	[4, 1594, 380, 1764]
table-cell: ୭,୧୫୦	[634, 1803, 678, 1851]
table-cell: ଗାଜରଣ	[489, 2091, 550, 2139]
article-accident	[4, 1398, 380, 1525]
table-cell: ୬,୦୦୦	[634, 1899, 678, 1947]
table-cell: ୧୨.	[389, 2091, 424, 2139]
gas-price-reaction	[382, 36, 754, 281]
list-item: • For detailed information of posts, instructions & application format relating to Special Advt No. 51/2010 please refer Employment News dated 26-06-2010 or visit Commission's website i.e. http://www.upsc.gov.in. Complete applications with enclosures are to be sent to the Secretary, Union Public Service Commission, Dholpur House, Shahjahan Road, New Delhi-110069, so as to reach him on or before prescribed closing date i.e 15-07-2010.	[784, 1762, 1486, 1803]
cpwd-footer: ଅଧିକ ବିବରଣୀ ପାଇଁ : www.tenderwizard.com/CPWDE ଓ www.cpwd.gov.in ଦେଖନ୍ତୁ।	[764, 361, 1118, 391]
table-cell: ଗାଜରଣ	[489, 1755, 550, 1803]
text-block	[4, 709, 380, 769]
photo-credit: ଶାଳମାଙ୍କ	[364, 900, 380, 960]
col-header: ଶିବିର ସ୍ଥାନ	[502, 564, 749, 580]
ssa-signatory-office: Sarva Sikshya Abhiyan, Cuttack	[1305, 398, 1488, 413]
table-row: DELHI 08 NAGPUR 13	[1134, 1084, 1486, 1100]
table-cell: ୦.୧,୬୫,୪୦୦/-	[678, 1611, 751, 1659]
upsc-section-heading: CENTRAL BUREAU OF INVESTIGATION	[770, 683, 1017, 699]
col-header: ତାରିଖ	[388, 564, 502, 580]
table-cell: ଉତ୍ତରରଣ	[489, 1947, 550, 1995]
table-row	[389, 2187, 751, 2235]
text-block	[4, 357, 380, 477]
table-cell: ୩୪୪୪(ସୁ)	[584, 2139, 633, 2187]
article-body: ଭୁବନେଶ୍ୱର,୨୬।୬ (ବ୍ୟୁରୋ) - ଜଣେ ମହିଳାଙ୍କୁ ଅପମାନିତ କରିବା ଅଭିଯୋଗରେ ପୋଲିସ ଜଣେ ଯୁବକଙ୍କୁ ଗିରଫ କରିଛି।	[4, 1807, 380, 1837]
davp-code: davp 55102/14/0009/1011	[1370, 1914, 1486, 1926]
table-cell: ୧୭	[550, 1995, 584, 2043]
article-body: ପିପିଲି,୨୬।୬ (ନି.ପ୍ର.) - ଜଣେ ଯୁବତୀଙ୍କୁ ବ୍ଲାକମେଲ କରି ଟଙ୍କା ଆଦାୟ କରୁଥିବା ଅଭିଯୋଗରେ ଜଣେ ଯୁବକଙ୍କୁ ପୋଲିସ ଗିରଫ କରିଛି। ଅଭିଯୁକ୍ତଙ୍କୁ କୋର୍ଟ ଚାଲାଣ କରାଯାଇଛି।	[758, 59, 1124, 105]
table-cell: ୨୩୨/୧	[550, 2043, 584, 2091]
table-cell: ୨୪୮	[550, 2187, 584, 2235]
optcl-body: ଏତଦ୍ଦ୍ୱାରା ସର୍ବସାଧାରଣଙ୍କ ଅବଗତି ନିମନ୍ତେ ଜଣାଇ ଦିଆଯାଉଛି ଯେ, ୧୩୨ କେ.ଭି. ଲାଇନର ନିର୍ମାଣ କାର୍ଯ୍ୟ ସମାପ୍ତ ହୋଇଥିବାରୁ ଏହି ଲାଇନକୁ ଯେକୌଣସି ସମୟରେ ଚାର୍ଜ କରାଯାଇପାରେ। ତେଣୁ ସର୍ବସାଧାରଣ ଏହି ଲାଇନ ନିକଟକୁ ନଯିବା ପାଇଁ ଅନୁରୋଧ କରାଯାଉଛି।	[388, 963, 748, 1024]
photo-caption: ଓଡ଼ିଶା ୟୁକାଇଡୋ ସଙ୍ଘ ପକ୍ଷରୁ ପ୍ରତିଯୋଗିତାରେ ଭାଗ ନେଇଥିବା ଖେଳାଳିଙ୍କୁ ସମ୍ବର୍ଦ୍ଧିତ କରାଯାଇଛି।	[4, 1354, 380, 1390]
text-block	[387, 183, 749, 243]
temple-body: ଶ୍ରୀଜଗନ୍ନାଥ ମହାପ୍ରଭୁଙ୍କ ବିଜେ, ପ୍ରଶାସକ ରୋଷଘର ବିଭାଗରେ ଥିବା ନିମ୍ନଲିଖିତ ପଦବୀ ପାଇଁ ଯୋଗ୍ୟ ପ୍ରାର୍ଥୀମାନଙ୍କଠାରୁ ଆବେଦନପତ୍ର ଆହ୍ୱାନ କରାଯାଉଛି। ଆବେଦନପତ୍ର ଦାଖଲର ଶେଷ ତାରିଖ ୩୦।୦୭।୨୦୧୦।	[388, 1364, 748, 1410]
table-cell: ଗାଜରଣ	[489, 1707, 550, 1755]
upsc-intro: Applications on prescribed form are invited by 15th July, 2010 (22nd July, 2010 in respect of applications received only by post (by post) from candidates residing in Assam, Meghalaya, Arunachal Pradesh, Mizoram, Manipur, Nagaland, Tripura, Sikkim, J&K, Lahaul and Spiti district and Pangi sub-division of Chamba district of Himachal Pradesh, A & N Islands or Lakshadweep or abroad). Pay scale (Approx total emoluments p.m. excluding HRA & TA) & upper age limits immediately follow name of the post. The date for determining eligibility of all candidates in every respect shall be the normal closing date prescribed for receipt of applications viz. 15.07.2010.	[770, 609, 1486, 677]
list-item: • Quals are relaxable at Commission's discretion.	[784, 1638, 1486, 1652]
table-cell: ୧୩.	[389, 2139, 424, 2187]
table-cell: ୧୩୨/୧	[550, 1851, 584, 1899]
railway-dept: ପୂର୍ବତଟ ରେଳପଥ	[528, 513, 608, 527]
article-body: ଭୁବନେଶ୍ୱର,୨୬।୬ (ବ୍ୟୁରୋ) - ସାମାନ୍ୟ ବଚସାକୁ ନେଇ ଦୁଇ ପକ୍ଷ ମଧ୍ୟରେ ମାଡ଼ପିଟ୍ ହୋଇଛି।	[4, 1558, 380, 1589]
col-header: ମୌଳିକ ନାମ	[489, 1547, 550, 1563]
advt-label: Special Advt. No.	[1363, 535, 1480, 550]
table-row	[389, 1851, 751, 1899]
table-cell: ୬,୫୦୦	[634, 1995, 678, 2043]
table-cell: ୧୩୨/୧	[550, 1707, 584, 1755]
signature: - ସୁପ୍ରଭା ଧଳ, ଭୁବିଶୀ	[651, 266, 749, 280]
portrait-photo	[659, 79, 749, 179]
table-cell: ଗାଜରଣ	[489, 1851, 550, 1899]
ssa-tender	[1130, 36, 1494, 496]
list-item: • Age limit as on 15-07-2010. The age limit shown against S. Nos. 1 & 2 normal age limit. The age is also relaxable for SC candidates upto 5 years & upto 3 years for OBC candidates in respect of vacancies reserved for them.	[784, 1596, 1486, 1624]
nac-notice-title: e-PROCUREMENT NOTICE	[465, 345, 671, 362]
table-cell: ୩୨୪୪(ସୁ)	[584, 1707, 633, 1755]
